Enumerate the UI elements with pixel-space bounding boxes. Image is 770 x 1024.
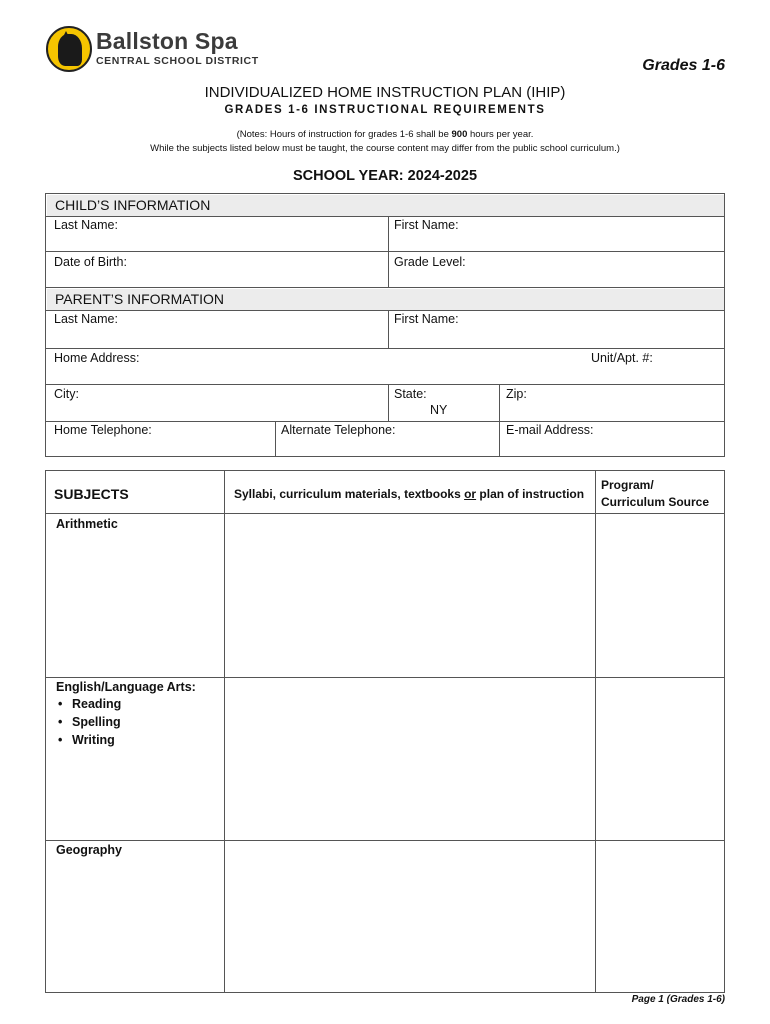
district-logo bbox=[46, 26, 259, 76]
child-dob-field[interactable]: Date of Birth: bbox=[54, 255, 127, 269]
subject-item-writing: • Writing bbox=[58, 733, 115, 747]
geography-syllabi-cell[interactable] bbox=[225, 841, 595, 992]
child-first-name-field[interactable]: First Name: bbox=[394, 218, 459, 232]
geography-program-cell[interactable] bbox=[596, 841, 724, 992]
unit-apt-field[interactable]: Unit/Apt. #: bbox=[591, 351, 653, 365]
ela-syllabi-cell[interactable] bbox=[225, 678, 595, 840]
parent-info-heading: PARENT’S INFORMATION bbox=[47, 289, 724, 310]
logo-name: Ballston Spa bbox=[96, 28, 238, 54]
subject-item-spelling: • Spelling bbox=[58, 715, 121, 729]
subjects-table bbox=[45, 470, 725, 993]
city-field[interactable]: City: bbox=[54, 387, 79, 401]
arithmetic-syllabi-cell[interactable] bbox=[225, 514, 595, 677]
zip-field[interactable]: Zip: bbox=[506, 387, 527, 401]
information-form bbox=[45, 193, 725, 457]
grades-label: Grades 1-6 bbox=[642, 57, 725, 74]
page-footer: Page 1 (Grades 1-6) bbox=[631, 994, 725, 1005]
home-telephone-field[interactable]: Home Telephone: bbox=[54, 423, 152, 437]
school-year: SCHOOL YEAR: 2024-2025 bbox=[292, 168, 478, 184]
home-address-field[interactable]: Home Address: bbox=[54, 351, 140, 365]
curriculum-note: While the subjects listed below must be taught, the course content may differ from the public school curriculum.) bbox=[150, 143, 620, 154]
subject-item-reading: • Reading bbox=[58, 697, 121, 711]
subject-geography: Geography bbox=[56, 843, 122, 857]
child-info-heading: CHILD’S INFORMATION bbox=[47, 195, 724, 216]
program-column-header: Program/ Curriculum Source bbox=[601, 478, 710, 509]
child-grade-level-field[interactable]: Grade Level: bbox=[394, 255, 466, 269]
arithmetic-program-cell[interactable] bbox=[596, 514, 724, 677]
hours-note: (Notes: Hours of instruction for grades 1-6 shall be 900 hours per year. bbox=[236, 129, 534, 140]
parent-last-name-field[interactable]: Last Name: bbox=[54, 312, 118, 326]
state-value: NY bbox=[430, 403, 448, 417]
subjects-column-header: SUBJECTS bbox=[54, 486, 129, 502]
document-subtitle: GRADES 1-6 INSTRUCTIONAL REQUIREMENTS bbox=[224, 104, 546, 116]
logo-subtitle: CENTRAL SCHOOL DISTRICT bbox=[96, 55, 259, 67]
syllabi-column-header: Syllabi, curriculum materials, textbooks or plan of instruction bbox=[234, 487, 585, 501]
alternate-telephone-field[interactable]: Alternate Telephone: bbox=[281, 423, 396, 437]
subject-arithmetic: Arithmetic bbox=[56, 517, 118, 531]
mascot-icon bbox=[46, 26, 92, 72]
ela-program-cell[interactable] bbox=[596, 678, 724, 840]
child-last-name-field[interactable]: Last Name: bbox=[54, 218, 118, 232]
email-address-field[interactable]: E-mail Address: bbox=[506, 423, 594, 437]
parent-first-name-field[interactable]: First Name: bbox=[394, 312, 459, 326]
document-title: INDIVIDUALIZED HOME INSTRUCTION PLAN (IHIP) bbox=[204, 84, 566, 101]
state-field[interactable]: State: bbox=[394, 387, 427, 401]
subject-english-language-arts: English/Language Arts: bbox=[56, 680, 196, 694]
